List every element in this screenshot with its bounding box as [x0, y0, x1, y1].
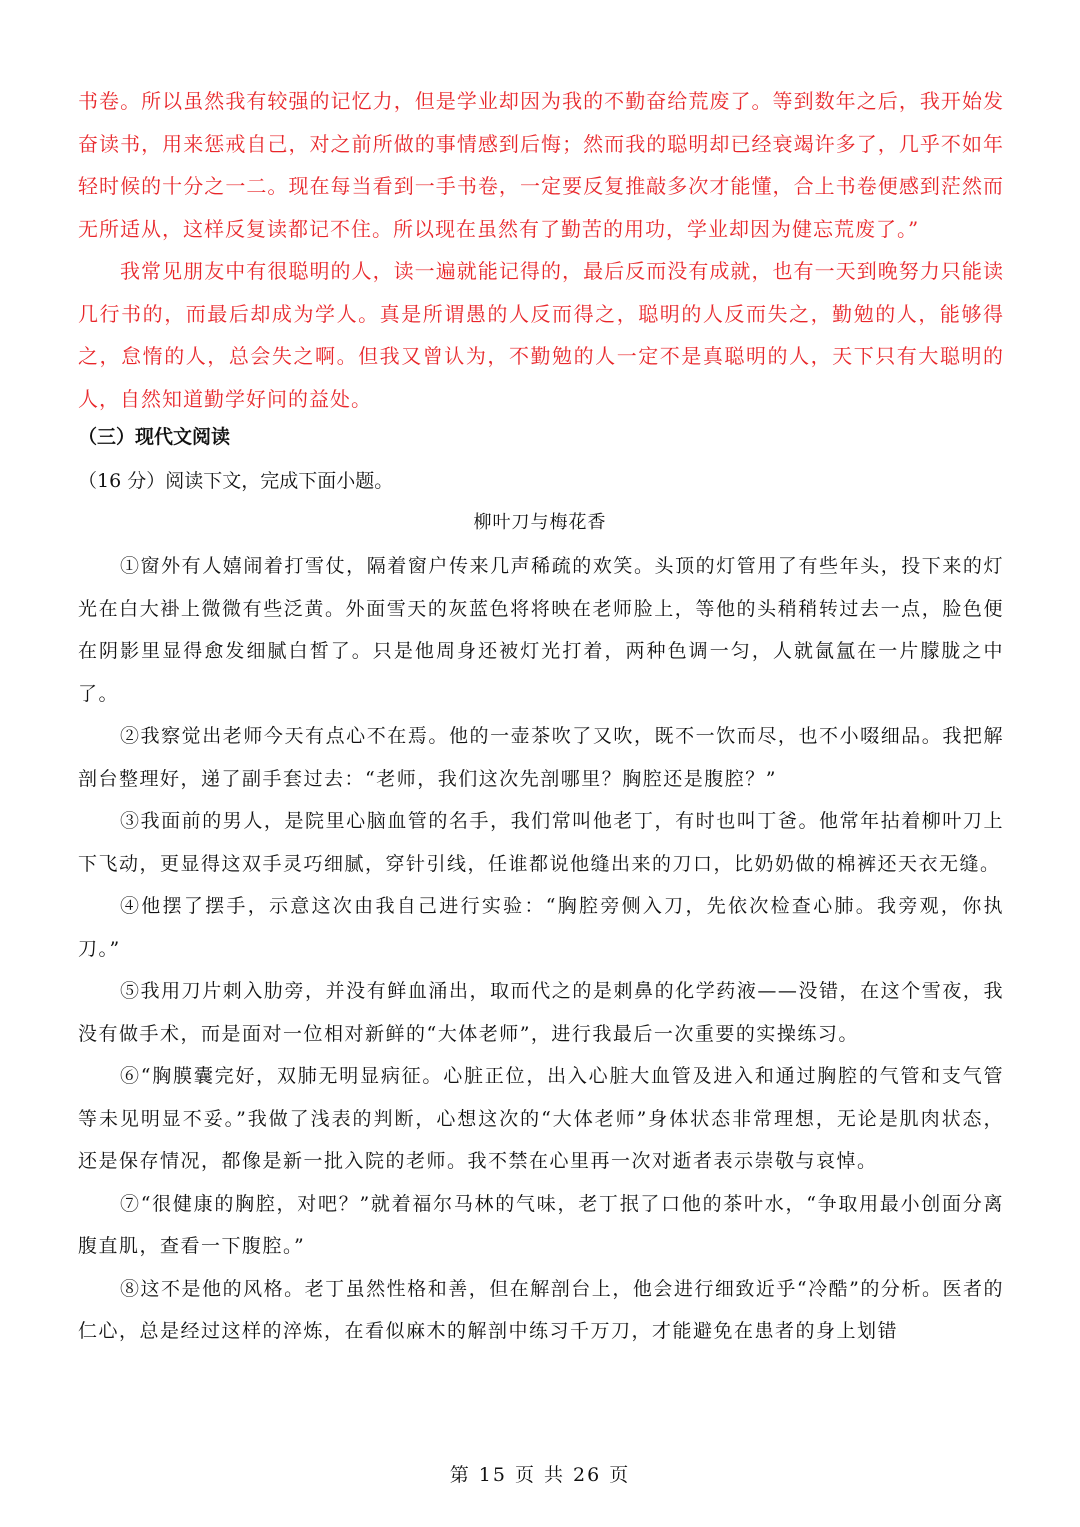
story-title: 柳叶刀与梅花香 [473, 512, 607, 533]
story-body [78, 545, 1004, 1353]
story-paragraph: ③我面前的男人，是院里心脑血管的名手，我们常叫他老丁，有时也叫丁爸。他常年拈着柳叶刀上下飞动，更显得这双手灵巧细腻，穿针引线，任谁都说他缝出来的刀口，比奶奶做的棉裤还天衣无缝。 [78, 810, 1004, 875]
section-heading: （三）现代文阅读 [78, 426, 231, 448]
translation-paragraph-2: 我常见朋友中有很聪明的人，读一遍就能记得的，最后反而没有成就，也有一天到晚努力只能读几行书的，而最后却成为学人。真是所谓愚的人反而得之，聪明的人反而失之，勤勉的人，能够得之，怠惰的人，总会失之啊。但我又曾认为，不勤勉的人一定不是真聪明的人，天下只有大聪明的人，自然知道勤学好问的益处。 [78, 259, 1004, 411]
story-paragraph: ⑤我用刀片刺入肋旁，并没有鲜血涌出，取而代之的是刺鼻的化学药液——没错，在这个雪夜，我没有做手术，而是面对一位相对新鲜的“大体老师”，进行我最后一次重要的实操练习。 [78, 980, 1004, 1045]
story-paragraph: ⑥“胸膜囊完好，双肺无明显病征。心脏正位，出入心脏大血管及进入和通过胸腔的气管和支气管等未见明显不妥。”我做了浅表的判断，心想这次的“大体老师”身体状态非常理想，无论是肌肉状态，还是保存情况，都像是新一批入院的老师。我不禁在心里再一次对逝者表示崇敬与哀悼。 [78, 1065, 1004, 1172]
page-number-footer: 第 15 页 共 26 页 [449, 1464, 631, 1486]
story-paragraph: ②我察觉出老师今天有点心不在焉。他的一壶茶吹了又吹，既不一饮而尽，也不小啜细品。我把解剖台整理好，递了副手套过去：“老师，我们这次先剖哪里？胸腔还是腹腔？” [78, 725, 1004, 790]
translation-paragraph-1: 书卷。所以虽然我有较强的记忆力，但是学业却因为我的不勤奋给荒废了。等到数年之后，我开始发奋读书，用来惩戒自己，对之前所做的事情感到后悔；然而我的聪明却已经衰竭许多了，几乎不如年轻时候的十分之一二。现在每当看到一手书卷，一定要反复推敲多次才能懂，合上书卷便感到茫然而无所适从，这样反复读都记不住。所以现在虽然有了勤苦的用功，学业却因为健忘荒废了。” [78, 89, 1004, 241]
story-paragraph: ⑧这不是他的风格。老丁虽然性格和善，但在解剖台上，他会进行细致近乎“冷酷”的分析。医者的仁心，总是经过这样的淬炼，在看似麻木的解剖中练习千万刀，才能避免在患者的身上划错 [78, 1277, 1004, 1342]
translation-answer-block [78, 80, 1004, 420]
story-paragraph: ①窗外有人嬉闹着打雪仗，隔着窗户传来几声稀疏的欢笑。头顶的灯管用了有些年头，投下来的灯光在白大褂上微微有些泛黄。外面雪天的灰蓝色将将映在老师脸上，等他的头稍稍转过去一点，脸色便在阴影里显得愈发细腻白皙了。只是他周身还被灯光打着，两种色调一匀，人就氤氲在一片朦胧之中了。 [78, 555, 1004, 705]
story-paragraph: ⑦“很健康的胸腔，对吧？”就着福尔马林的气味，老丁抿了口他的茶叶水，“争取用最小创面分离腹直肌，查看一下腹腔。” [78, 1192, 1004, 1257]
story-paragraph: ④他摆了摆手，示意这次由我自己进行实验：“胸腔旁侧入刀，先依次检查心肺。我旁观，你执刀。” [78, 895, 1004, 960]
question-instruction: （16 分）阅读下文，完成下面小题。 [78, 470, 394, 492]
